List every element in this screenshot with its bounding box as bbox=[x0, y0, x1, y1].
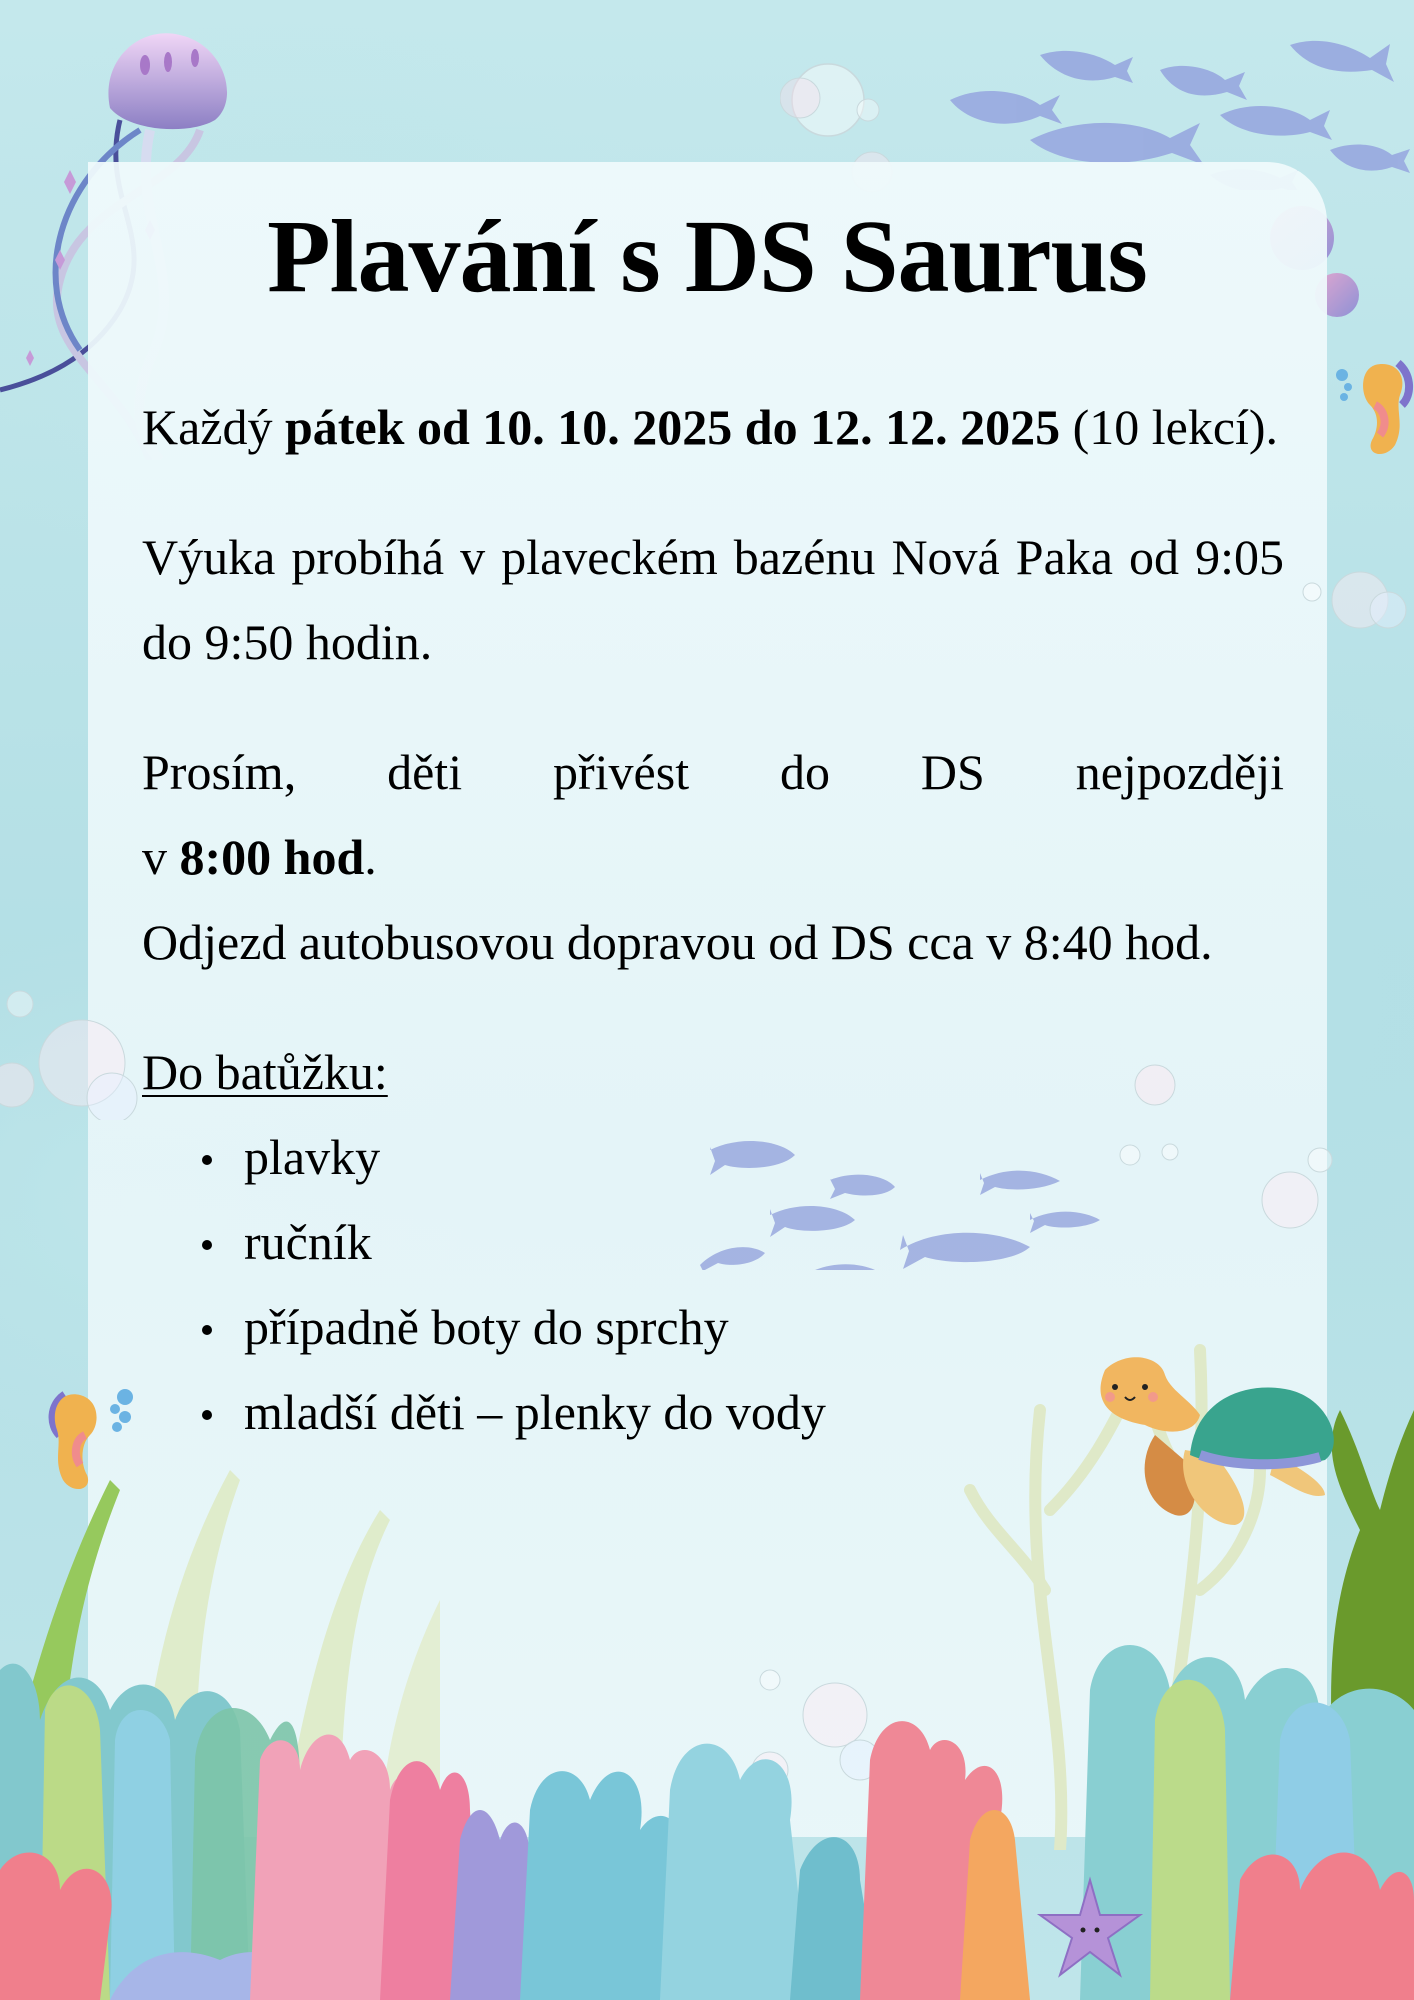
announcement-body bbox=[142, 385, 1284, 1455]
list-item: případně boty do sprchy bbox=[202, 1285, 1284, 1370]
schedule-paragraph bbox=[142, 385, 1284, 470]
departure-paragraph: Odjezd autobusovou dopravou od DS cca v 8:40 hod. bbox=[142, 914, 1213, 970]
backpack-heading: Do batůžku: bbox=[142, 1044, 388, 1100]
schedule-suffix: (10 lekcí). bbox=[1072, 399, 1279, 455]
seahorse-icon bbox=[1330, 355, 1414, 465]
location-paragraph: Výuka probíhá v plaveckém bazénu Nová Paka od 9:05 do 9:50 hodin. bbox=[142, 529, 1284, 670]
arrival-bold-time: 8:00 hod bbox=[179, 829, 365, 885]
arrival-paragraph bbox=[142, 730, 1284, 815]
list-item: ručník bbox=[202, 1200, 1284, 1285]
arrival-suffix: . bbox=[364, 829, 377, 885]
page-title: Plavání s DS Saurus bbox=[267, 199, 1147, 314]
schedule-dates: pátek od 10. 10. 2025 do 12. 12. 2025 bbox=[285, 399, 1061, 455]
schedule-prefix: Každý bbox=[142, 399, 285, 455]
arrival-line1: Prosím, děti přivést do DS nejpozději bbox=[142, 744, 1284, 800]
arrival-time bbox=[142, 815, 1284, 900]
backpack-list bbox=[142, 1115, 1284, 1455]
arrival-prefix: v bbox=[142, 829, 180, 885]
starfish-icon bbox=[1040, 1880, 1140, 1975]
list-item: mladší děti – plenky do vody bbox=[202, 1370, 1284, 1455]
list-item: plavky bbox=[202, 1115, 1284, 1200]
